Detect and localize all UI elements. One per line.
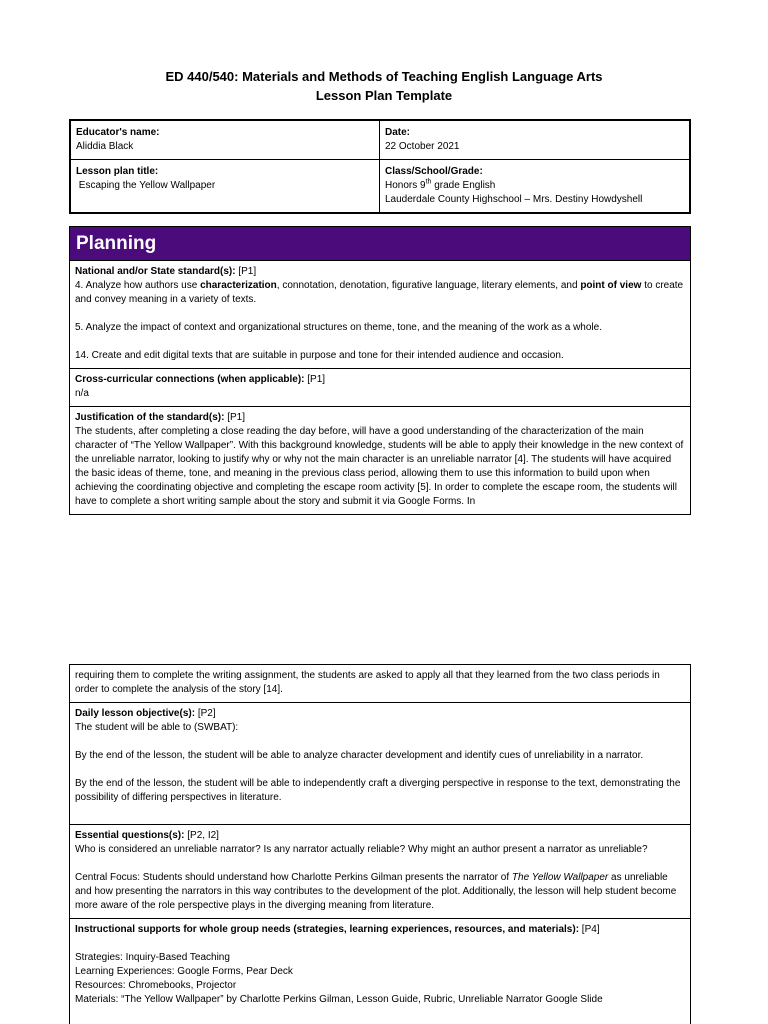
justification-continued-row bbox=[70, 665, 690, 703]
justification-label: Justification of the standard(s): bbox=[75, 412, 225, 423]
supports-experiences: Learning Experiences: Google Forms, Pear Deck bbox=[75, 966, 293, 977]
central-focus-text-b: as unreliable and how presenting the narrators in this way contributes to the development of the plot. Additionally, the lesson will help student become more aware of the role perspective plays in the diverging meaning from literature. bbox=[75, 872, 677, 911]
essential-label: Essential questions(s): bbox=[75, 830, 185, 841]
standards-label: National and/or State standard(s): bbox=[75, 266, 236, 277]
class-grade-text: Honors 9 bbox=[385, 180, 426, 191]
date-cell bbox=[380, 121, 689, 159]
cross-curricular-row bbox=[70, 369, 690, 407]
standard-4-text-b: , connotation, denotation, figurative language, literary elements, and bbox=[276, 280, 581, 291]
justification-tag: [P1] bbox=[224, 412, 246, 423]
objective-1: By the end of the lesson, the student will be able to analyze character development and identify cues of unreliability in a narrator. bbox=[75, 750, 644, 761]
planning-box-page2 bbox=[69, 664, 691, 1024]
educator-value: Aliddia Black bbox=[76, 141, 134, 152]
educator-cell bbox=[71, 121, 380, 159]
objectives-intro: The student will be able to (SWBAT): bbox=[75, 722, 239, 733]
supports-label: Instructional supports for whole group needs (strategies, learning experiences, resources, and materials): bbox=[75, 924, 580, 935]
class-line-2: Lauderdale County Highschool – Mrs. Destiny Howdyshell bbox=[385, 194, 643, 205]
standard-4 bbox=[75, 279, 684, 307]
standard-4-text-c: to create and convey meaning in a variety of texts. bbox=[75, 280, 684, 305]
central-focus bbox=[75, 871, 684, 913]
standard-4-text-a: 4. Analyze how authors use bbox=[75, 280, 201, 291]
lesson-title-text: Escaping the Yellow Wallpaper bbox=[78, 180, 216, 191]
educator-info-table bbox=[69, 119, 691, 214]
supports-row bbox=[70, 919, 690, 1012]
date-label: Date: bbox=[385, 127, 411, 138]
objectives-row bbox=[70, 703, 690, 825]
supports-resources: Resources: Chromebooks, Projector bbox=[75, 980, 237, 991]
class-grade-sup: th bbox=[425, 178, 432, 186]
standard-14: 14. Create and edit digital texts that are suitable in purpose and tone for their intended audience and occasion. bbox=[75, 350, 564, 361]
document-subtitle: Lesson Plan Template bbox=[315, 88, 453, 103]
justification-text: The students, after completing a close reading the day before, will have a good understanding of the characterization of the main character of “The Yellow Wallpaper”. With this background knowledge, students will be able to apply their knowledge in the new context of the unreliable narrator, looking to justify why or why not the main character is an unreliable narrator [4]. The students will have acquired the basic ideas of theme, tone, and meaning in the previous class period, allowing them to use this information to build upon when achieving the coordinating objective and completing the escape room activity [5]. In order to complete the escape room, the students will have to complete a short writing sample about the story and submit it via Google Forms. In bbox=[75, 426, 684, 507]
educator-label: Educator's name: bbox=[76, 127, 160, 138]
planning-box-page1 bbox=[69, 261, 691, 515]
objectives-tag: [P2] bbox=[195, 708, 216, 719]
central-focus-text-a: Central Focus: Students should understand how Charlotte Perkins Gilman presents the narrator of bbox=[75, 872, 512, 883]
lesson-title-value bbox=[76, 179, 373, 193]
class-line-1 bbox=[385, 179, 683, 193]
standard-4-bold-b: point of view bbox=[580, 280, 642, 291]
planning-header: Planning bbox=[69, 226, 691, 261]
class-cell bbox=[380, 160, 689, 212]
cross-label: Cross-curricular connections (when applicable): bbox=[75, 374, 305, 385]
essential-questions-row bbox=[70, 825, 690, 919]
supports-materials: Materials: “The Yellow Wallpaper” by Charlotte Perkins Gilman, Lesson Guide, Rubric, Unreliable Narrator Google Slide bbox=[75, 994, 603, 1005]
standard-5: 5. Analyze the impact of context and organizational structures on theme, tone, and the meaning of the work as a whole. bbox=[75, 322, 602, 333]
essential-questions: Who is considered an unreliable narrator? Is any narrator actually reliable? Why might an author present a narrator as unreliable? bbox=[75, 844, 648, 855]
justification-text-continued: requiring them to complete the writing assignment, the students are asked to apply all that they learned from the two class periods in order to complete the analysis of the story [14]. bbox=[75, 670, 660, 695]
lesson-title-cell bbox=[71, 160, 380, 212]
info-row-2 bbox=[71, 160, 689, 212]
info-row-1 bbox=[71, 121, 689, 160]
date-value: 22 October 2021 bbox=[385, 141, 460, 152]
central-focus-italic: The Yellow Wallpaper bbox=[511, 872, 609, 883]
lesson-title-label: Lesson plan title: bbox=[76, 166, 159, 177]
standard-4-bold-a: characterization bbox=[200, 280, 277, 291]
class-label: Class/School/Grade: bbox=[385, 166, 483, 177]
supports-strategies: Strategies: Inquiry-Based Teaching bbox=[75, 952, 230, 963]
justification-row bbox=[70, 407, 690, 514]
supports-tag: [P4] bbox=[579, 924, 600, 935]
objective-2: By the end of the lesson, the student will be able to independently craft a diverging perspective in response to the text, demonstrating the possibility of differing perspectives in literature. bbox=[75, 778, 681, 803]
cross-tag: [P1] bbox=[304, 374, 326, 385]
document-title: ED 440/540: Materials and Methods of Teaching English Language Arts bbox=[165, 69, 603, 84]
objectives-label: Daily lesson objective(s): bbox=[75, 708, 196, 719]
essential-tag: [P2, I2] bbox=[184, 830, 219, 841]
class-course-text: grade English bbox=[431, 180, 496, 191]
cross-value: n/a bbox=[75, 388, 89, 399]
standards-row bbox=[70, 261, 690, 369]
standards-tag: [P1] bbox=[235, 266, 257, 277]
